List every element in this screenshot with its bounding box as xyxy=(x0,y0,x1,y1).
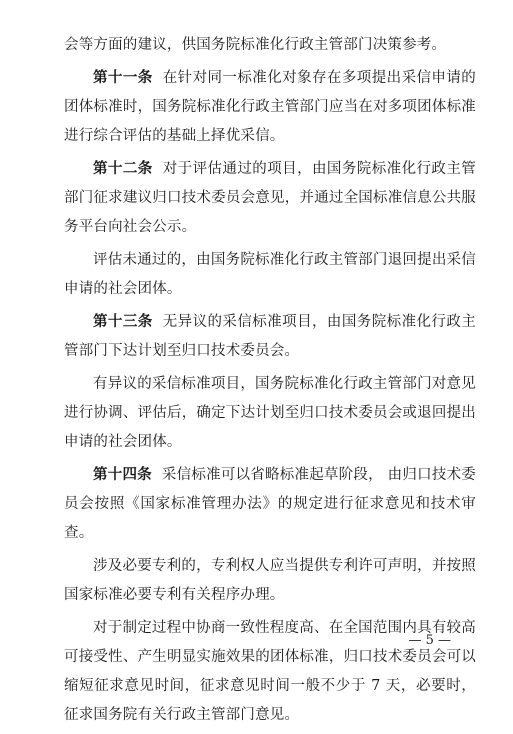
paragraph-text: 无异议的采信标准项目，由国务院标准化行政主管部门下达计划至归口技术委员会。 xyxy=(64,314,476,359)
paragraph-3 xyxy=(64,246,476,304)
page-number: — 5 — xyxy=(408,633,451,648)
article-11 xyxy=(64,64,476,151)
article-14 xyxy=(64,461,476,548)
paragraph-text: 会等方面的建议，供国务院标准化行政主管部门决策参考。 xyxy=(64,37,447,53)
paragraph-0 xyxy=(64,31,476,60)
paragraph-text: 评估未通过的，由国务院标准化行政主管部门退回提出采信申请的社会团体。 xyxy=(64,252,476,297)
document-body xyxy=(64,31,476,734)
paragraph-text: 在针对同一标准化对象存在多项提出采信申请的团体标准时，国务院标准化行政主管部门应当在对多项团体标准进行综合评估的基础上择优采信。 xyxy=(64,70,476,144)
paragraph-text: 对于制定过程中协商一致性程度高、在全国范围内具有较高可接受性、产生明显实施效果的团体标准，归口技术委员会可以缩短征求意见时间，征求意见时间一般不少于 7 天，必要时，征求国务院有关行政主管部门意见。 xyxy=(64,620,476,723)
article-title: 第十二条 xyxy=(93,161,153,177)
paragraph-text: 采信标准可以省略标准起草阶段， 由归口技术委员会按照《国家标准管理办法》的规定进行征求意见和技术审查。 xyxy=(64,467,476,541)
paragraph-text: 有异议的采信标准项目，国务院标准化行政主管部门对意见进行协调、评估后，确定下达计划至归口技术委员会或退回提出申请的社会团体。 xyxy=(64,376,476,450)
article-13 xyxy=(64,308,476,366)
paragraph-8 xyxy=(64,614,476,730)
paragraph-text: 涉及必要专利的，专利权人应当提供专利许可声明，并按照国家标准必要专利有关程序办理。 xyxy=(64,558,476,603)
article-12 xyxy=(64,155,476,242)
paragraph-7 xyxy=(64,552,476,610)
article-title: 第十四条 xyxy=(93,467,152,483)
paragraph-5 xyxy=(64,370,476,457)
article-title: 第十一条 xyxy=(93,70,153,86)
paragraph-text: 对于评估通过的项目，由国务院标准化行政主管部门征求建议归口技术委员会意见，并通过全国标准信息公共服务平台向社会公示。 xyxy=(64,161,476,235)
article-title: 第十三条 xyxy=(93,314,153,330)
